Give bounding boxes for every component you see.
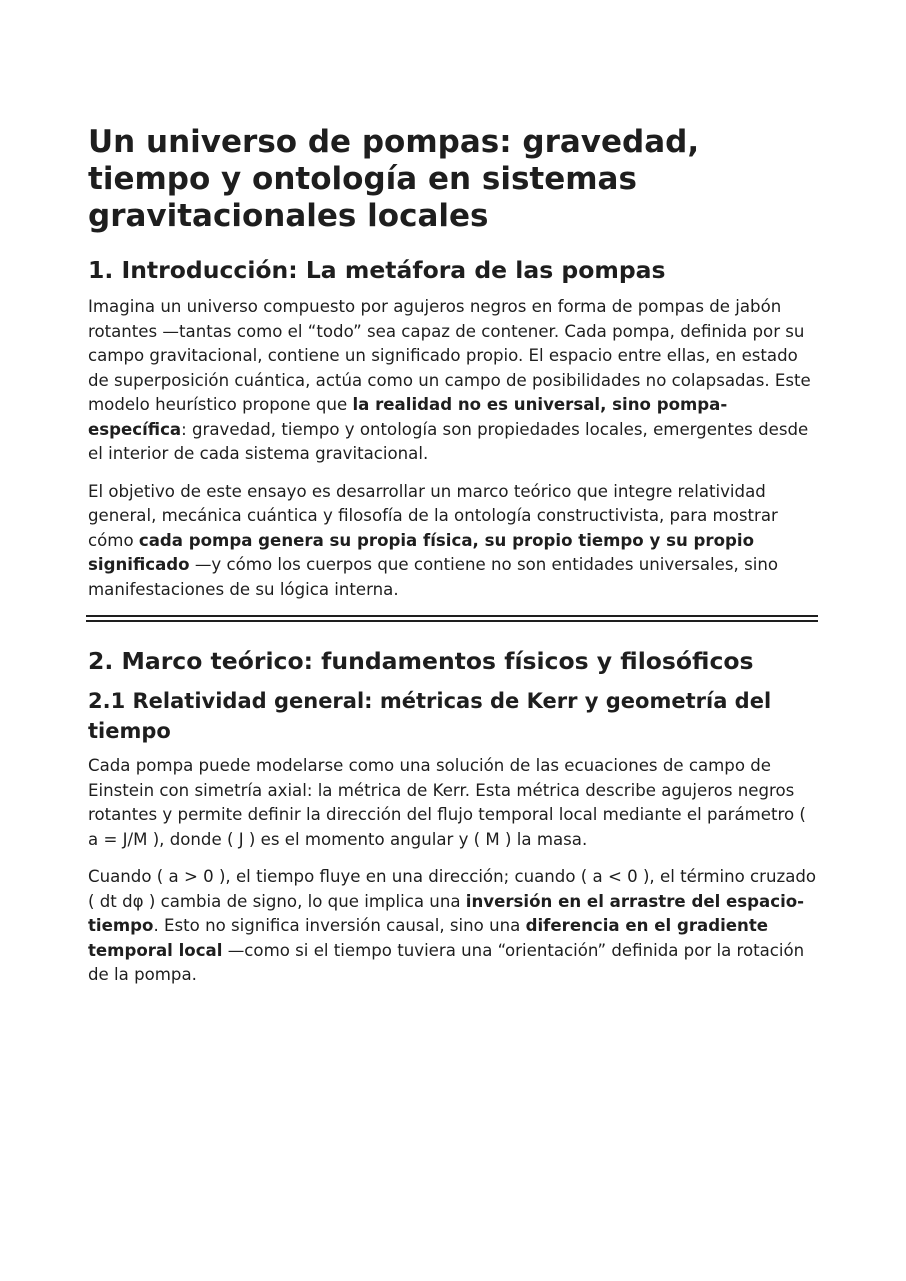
text-run: . Esto no significa inversión causal, sino una [153, 916, 526, 935]
text-run: El objetivo de este ensayo es desarrollar un marco teórico que integre relatividad general, mecánica cuántica y filosofía de la ontología constructivista, para mostrar cómo [88, 481, 778, 550]
bold-text-run: diferencia en el gradiente temporal local [88, 916, 769, 960]
document-page [88, 124, 820, 1001]
horizontal-rule [86, 615, 818, 622]
subsection-2-1-heading: 2.1 Relatividad general: métricas de Kerr y geometría del tiempo [88, 689, 772, 743]
bold-text-run: inversión en el arrastre del espacio-tiempo [88, 891, 805, 935]
bold-text-run: cada pompa genera su propia física, su propio tiempo y su propio significado [88, 530, 754, 574]
section-1-paragraph-1 [88, 295, 820, 467]
bold-text-run: la realidad no es universal, sino pompa-específica [88, 395, 728, 439]
text-run: : gravedad, tiempo y ontología son propiedades locales, emergentes desde el interior de cada sistema gravitacional. [88, 419, 809, 463]
text-run: Imagina un universo compuesto por agujeros negros en forma de pompas de jabón rotantes —tantas como el “todo” sea capaz de contener. Cada pompa, definida por su campo gravitacional, contiene un significado propio. El espacio entre ellas, en estado de superposición cuántica, actúa como un campo de posibilidades no colapsadas. Este modelo heurístico propone que [88, 297, 811, 414]
section-1-paragraph-2 [88, 480, 820, 603]
section-2-1-paragraph-2 [88, 865, 820, 988]
section-1-heading: 1. Introducción: La metáfora de las pompas [88, 256, 666, 284]
section-2-1-paragraph-1 [88, 754, 820, 852]
document-title: Un universo de pompas: gravedad, tiempo y ontología en sistemas gravitacionales locales [88, 124, 700, 234]
text-run: Cada pompa puede modelarse como una solución de las ecuaciones de campo de Einstein con simetría axial: la métrica de Kerr. Esta métrica describe agujeros negros rotantes y permite definir la dirección del flujo temporal local mediante el parámetro ( a = J/M ), donde ( J ) es el momento angular y ( M ) la masa. [88, 756, 806, 849]
text-run: Cuando ( a > 0 ), el tiempo fluye en una dirección; cuando ( a < 0 ), el término cruzado ( dt dφ ) cambia de signo, lo que implica una [88, 867, 817, 911]
text-run: —como si el tiempo tuviera una “orientación” definida por la rotación de la pompa. [88, 940, 805, 984]
section-2-heading: 2. Marco teórico: fundamentos físicos y filosóficos [88, 647, 754, 675]
text-run: —y cómo los cuerpos que contiene no son entidades universales, sino manifestaciones de su lógica interna. [88, 555, 778, 599]
